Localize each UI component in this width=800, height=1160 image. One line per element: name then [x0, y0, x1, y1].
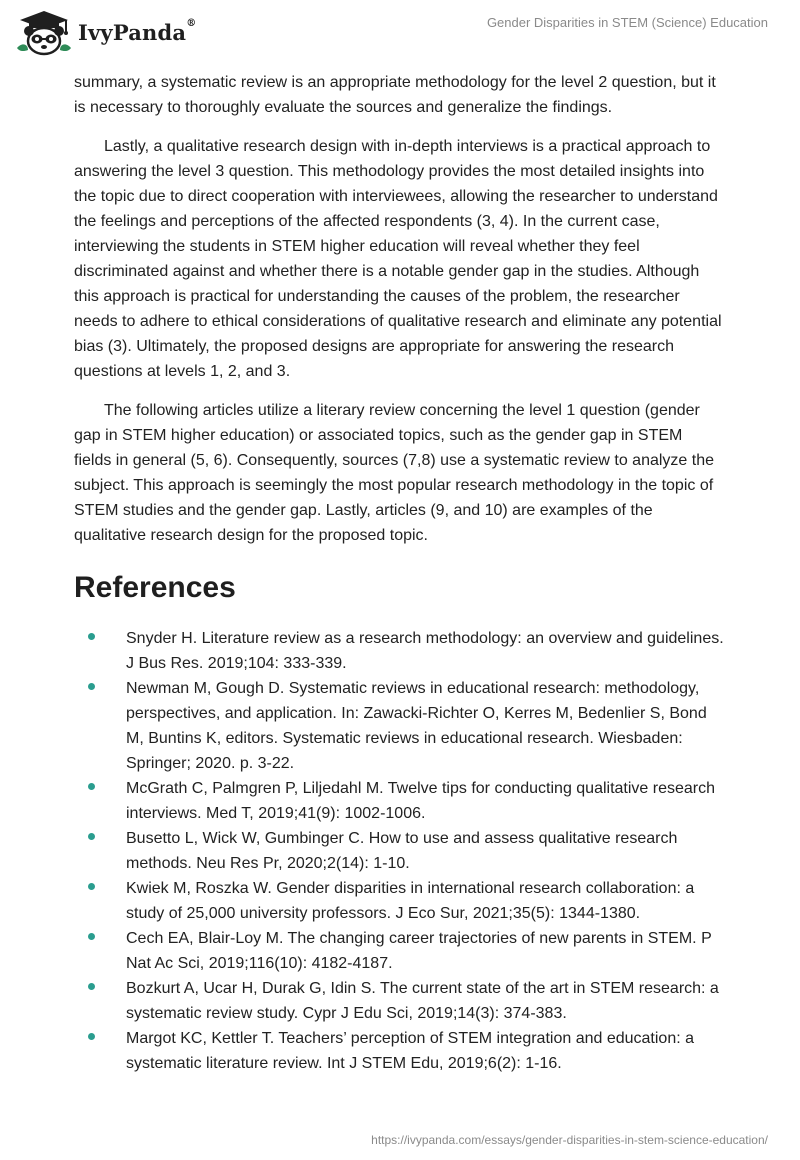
reference-item — [74, 876, 724, 926]
bullet-dot-icon — [88, 983, 95, 990]
reference-item — [74, 826, 724, 876]
reference-text: Margot KC, Kettler T. Teachers’ perception of STEM integration and education: a systematic literature review. Int J STEM Edu, 2019;6(2): 1-16. — [126, 1030, 695, 1072]
reference-item — [74, 976, 724, 1026]
reference-item — [74, 1026, 724, 1076]
brand-name: IvyPanda® — [78, 17, 197, 45]
bullet-dot-icon — [88, 1033, 95, 1040]
paragraph: Lastly, a qualitative research design with in-depth interviews is a practical approach to answering the level 3 question. This methodology provides the most detailed insights into the topic due to direct cooperation with interviewees, allowing the researcher to understand the feelings and perceptions of the affected respondents (3, 4). In the current case, interviewing the students in STEM higher education will reveal whether they feel discriminated against and whether there is a notable gender gap in the studies. Although this approach is practical for understanding the causes of the problem, the researcher needs to adhere to ethical considerations of qualitative research and eliminate any potential bias (3). Ultimately, the proposed designs are appropriate for answering the research questions at levels 1, 2, and 3. — [74, 138, 722, 380]
reference-item — [74, 676, 724, 776]
page-header — [0, 0, 800, 70]
bullet-dot-icon — [88, 933, 95, 940]
paragraph: summary, a systematic review is an appropriate methodology for the level 2 question, but it is necessary to thoroughly evaluate the sources and generalize the findings. — [74, 74, 716, 116]
reference-item — [74, 626, 724, 676]
bullet-dot-icon — [88, 883, 95, 890]
bullet-dot-icon — [88, 833, 95, 840]
reference-text: McGrath C, Palmgren P, Liljedahl M. Twelve tips for conducting qualitative research interviews. Med T, 2019;41(9): 1002-1006. — [126, 780, 716, 822]
essay-content — [74, 70, 724, 1076]
bullet-dot-icon — [88, 683, 95, 690]
reference-text: Busetto L, Wick W, Gumbinger C. How to use and assess qualitative research methods. Neu Res Pr, 2020;2(14): 1-10. — [126, 830, 678, 872]
reference-item — [74, 926, 724, 976]
panda-graduation-cap-icon — [14, 8, 72, 56]
reference-text: Bozkurt A, Ucar H, Durak G, Idin S. The current state of the art in STEM research: a systematic review study. Cypr J Edu Sci, 2019;14(3): 374-383. — [126, 980, 719, 1022]
reference-text: Snyder H. Literature review as a research methodology: an overview and guidelines. J Bus Res. 2019;104: 333-339. — [126, 630, 724, 672]
bullet-dot-icon — [88, 633, 95, 640]
document-title: Gender Disparities in STEM (Science) Education — [486, 15, 768, 30]
ivypanda-logo[interactable] — [14, 8, 196, 56]
references-list — [74, 626, 724, 1076]
references-heading: References — [74, 571, 236, 604]
reference-text: Kwiek M, Roszka W. Gender disparities in international research collaboration: a study of 25,000 university professors. J Eco Sur, 2021;35(5): 1344-1380. — [126, 880, 695, 922]
source-url-link[interactable]: https://ivypanda.com/essays/gender-disparities-in-stem-science-education/ — [371, 1133, 768, 1147]
paragraph: The following articles utilize a literary review concerning the level 1 question (gender gap in STEM higher education) or associated topics, such as the gender gap in STEM fields in general (5, 6). Consequently, sources (7,8) use a systematic review to analyze the subject. This approach is seemingly the most popular research methodology in the topic of STEM studies and the gender gap. Lastly, articles (9, and 10) are examples of the qualitative research design for the proposed topic. — [74, 402, 715, 544]
bullet-dot-icon — [88, 783, 95, 790]
reference-text: Cech EA, Blair-Loy M. The changing career trajectories of new parents in STEM. P Nat Ac Sci, 2019;116(10): 4182-4187. — [126, 930, 712, 972]
reference-text: Newman M, Gough D. Systematic reviews in educational research: methodology, perspectives, and application. In: Zawacki-Richter O, Kerres M, Bedenlier S, Bond M, Buntins K, editors. Systematic reviews in educational research. Wiesbaden: Springer; 2020. p. 3-22. — [126, 680, 707, 772]
reference-item — [74, 776, 724, 826]
